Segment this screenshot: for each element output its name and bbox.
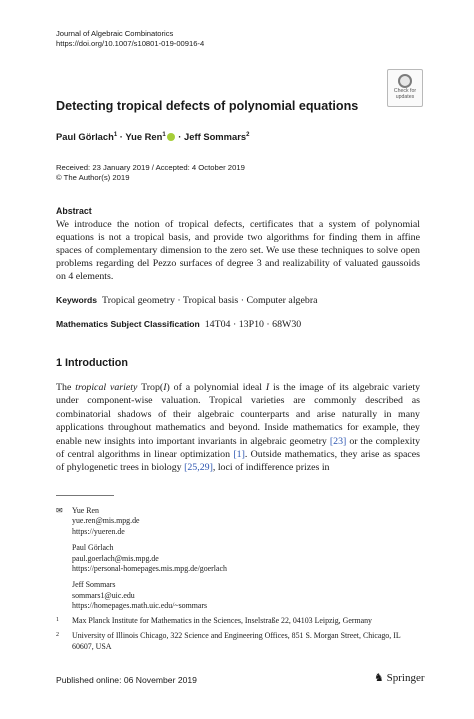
check-for-updates-badge[interactable] bbox=[387, 69, 423, 107]
author-list bbox=[56, 131, 249, 142]
affiliation-text: University of Illinois Chicago, 322 Science and Engineering Offices, 851 S. Morgan Street, Chicago, IL 60607, USA bbox=[72, 631, 401, 651]
publisher-logo[interactable] bbox=[374, 671, 425, 684]
author-name[interactable]: Paul Görlach bbox=[56, 131, 114, 142]
affiliation bbox=[56, 616, 420, 626]
intro-text: or the complexity of central algorithms in linear optimization bbox=[56, 435, 421, 461]
msc-codes: 14T04 · 13P10 · 68W30 bbox=[204, 319, 302, 330]
badge-line1: Check for bbox=[393, 88, 417, 94]
contact-web[interactable]: https://personal-homepages.mis.mpg.de/goerlach bbox=[72, 564, 227, 574]
contact-entry bbox=[56, 580, 426, 611]
affiliation-number: 2 bbox=[56, 632, 59, 639]
orcid-icon[interactable] bbox=[167, 133, 175, 141]
contact-name: Yue Ren bbox=[72, 506, 99, 515]
publisher-name: Springer bbox=[386, 672, 425, 684]
author-separator: · bbox=[117, 131, 126, 142]
published-online: Published online: 06 November 2019 bbox=[56, 675, 197, 685]
contact-entry bbox=[56, 506, 426, 537]
keywords bbox=[56, 295, 318, 306]
check-for-updates-icon bbox=[398, 74, 412, 88]
introduction-paragraph: The tropical variety Trop(I) of a polynomial ideal I is the image of its algebraic variety under component-wise valuation. Tropical varieties are commonly described as combinatorial shadows of their algebraic counterparts and arise naturally in many applications throughout mathematics and beyond. Inside mathematics for example, they enable new insights into important invariants in algebraic geometry [23] or the complexity of central algorithms in linear optimization [1]. Outside mathematics, they arise as spaces of phylogenetic trees in biology [25,29], loci of indifference prizes in bbox=[56, 382, 421, 474]
contact-web[interactable]: https://homepages.math.uic.edu/~sommars bbox=[72, 601, 208, 611]
contact-name: Jeff Sommars bbox=[72, 580, 116, 590]
author-separator: · bbox=[175, 131, 185, 142]
contact-entry bbox=[56, 543, 426, 574]
journal-doi[interactable]: https://doi.org/10.1007/s10801-019-00916-4 bbox=[56, 39, 205, 48]
journal-header bbox=[56, 29, 204, 49]
contact-web[interactable]: https://yueren.de bbox=[72, 526, 125, 536]
keywords-text: Tropical geometry · Tropical basis · Computer algebra bbox=[102, 295, 318, 306]
affiliation bbox=[56, 631, 420, 652]
footnote-divider bbox=[56, 495, 114, 496]
section-heading-introduction: 1 Introduction bbox=[56, 357, 128, 369]
abstract-text: We introduce the notion of tropical defects, certificates that a system of polynomial equations is not a tropical basis, and provide two algorithms for finding them in affine spaces of complementary dimension to the zero set. We use these techniques to solve open problems regarding del Pezzo surfaces of degree 3 and realizability of valuated gaussoids on 4 elements. bbox=[56, 219, 420, 282]
journal-name: Journal of Algebraic Combinatorics bbox=[56, 29, 174, 38]
received-accepted: Received: 23 January 2019 / Accepted: 4 October 2019 bbox=[56, 163, 245, 172]
author-name[interactable]: Jeff Sommars bbox=[184, 131, 247, 142]
intro-text: , loci of indifference prizes in bbox=[212, 462, 330, 474]
ideal-symbol: I bbox=[163, 382, 167, 393]
ideal-symbol: I bbox=[265, 382, 270, 393]
citation-link[interactable]: [1] bbox=[233, 449, 245, 461]
author-affil-num: 2 bbox=[246, 131, 250, 138]
author-affil-num: 1 bbox=[162, 131, 166, 138]
intro-text: . Outside mathematics, they arise as spaces of phylogenetic trees in biology bbox=[56, 449, 420, 474]
trop-symbol: Trop bbox=[141, 382, 160, 393]
contact-email[interactable]: sommars1@uic.edu bbox=[72, 590, 135, 600]
msc-classification bbox=[56, 319, 301, 330]
author-affil-num: 1 bbox=[113, 131, 118, 138]
contact-email[interactable]: paul.goerlach@mis.mpg.de bbox=[72, 553, 159, 563]
contact-list bbox=[56, 506, 426, 618]
springer-horse-icon: ♞ bbox=[374, 672, 384, 684]
intro-term: tropical variety bbox=[75, 382, 138, 393]
intro-text: is the image of its algebraic variety under component-wise valuation. Tropical varieties are commonly described as combinatorial shadows of their algebraic counterparts and arise naturally in many applications throughout mathematics and beyond. Inside mathematics for example, they enable new insights into important invariants in algebraic geometry bbox=[56, 382, 421, 447]
affiliation-number: 1 bbox=[56, 617, 59, 623]
contact-name: Paul Görlach bbox=[72, 543, 114, 553]
badge-line2: updates bbox=[395, 93, 415, 100]
affiliation-text: Max Planck Institute for Mathematics in the Sciences, Inselstraße 22, 04103 Leipzig, Germany bbox=[72, 616, 372, 625]
author-name[interactable]: Yue Ren bbox=[125, 131, 163, 142]
contact-email[interactable]: yue.ren@mis.mpg.de bbox=[72, 516, 140, 526]
keywords-label: Keywords bbox=[56, 295, 98, 305]
paper-title: Detecting tropical defects of polynomial equations bbox=[56, 99, 359, 113]
intro-text: of a polynomial ideal bbox=[173, 382, 262, 393]
citation-link[interactable]: [25,29] bbox=[184, 462, 213, 474]
envelope-icon: ✉ bbox=[56, 506, 63, 515]
msc-label: Mathematics Subject Classification bbox=[56, 319, 200, 329]
abstract-heading: Abstract bbox=[56, 206, 92, 216]
affiliations bbox=[56, 616, 420, 657]
intro-word: The bbox=[56, 382, 72, 393]
citation-link[interactable]: [23] bbox=[329, 435, 347, 447]
article-dates bbox=[56, 163, 245, 183]
copyright: © The Author(s) 2019 bbox=[56, 173, 130, 182]
